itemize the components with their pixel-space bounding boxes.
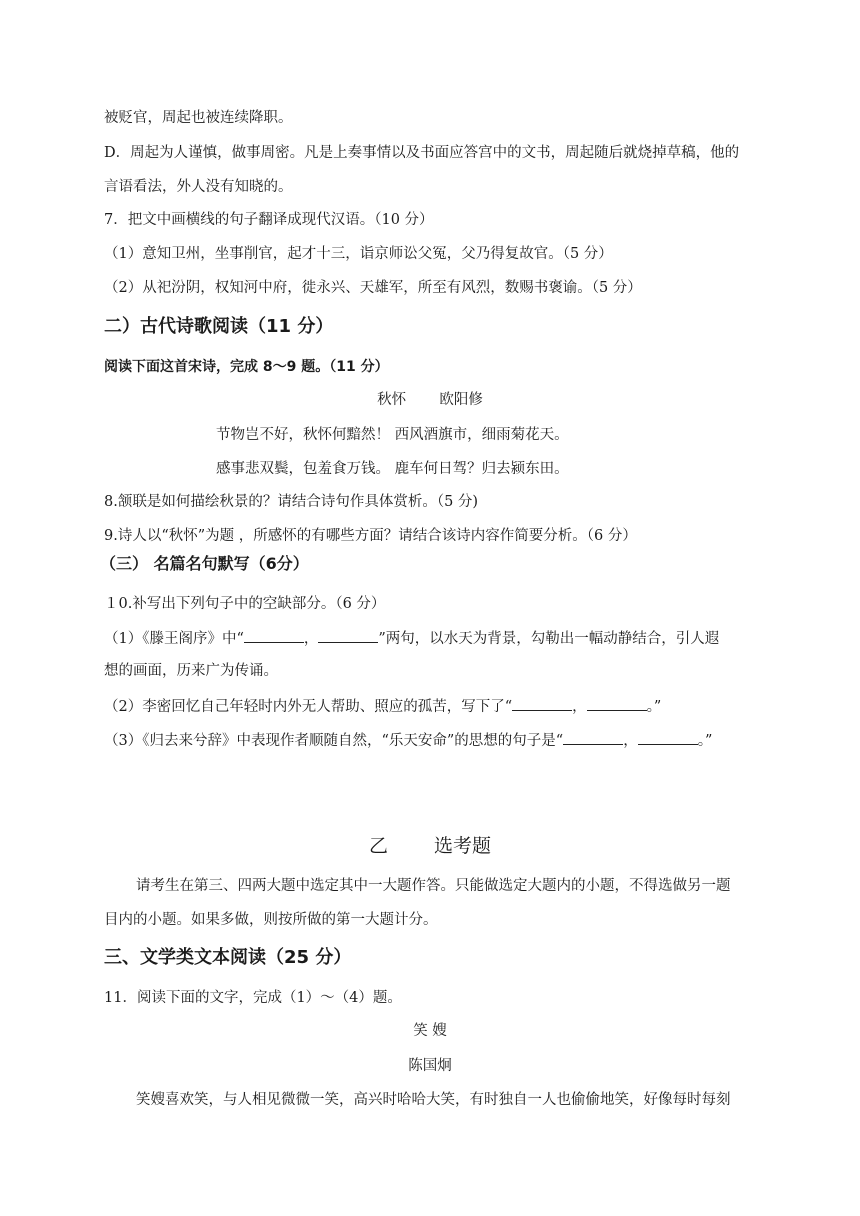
q8: 8.颔联是如何描绘秋景的？请结合诗句作具体赏析。（5 分)	[104, 494, 479, 510]
poem-line-1: 节物岂不好，秋怀何黯然！ 西风酒旗市，细雨菊花天。	[216, 427, 569, 443]
q6-option-c-tail: 被贬官，周起也被连续降职。	[104, 110, 293, 126]
separator: ，	[623, 733, 638, 749]
q6-option-d-line2: 言语看法，外人没有知晓的。	[104, 179, 293, 195]
poetry-instruction: 阅读下面这首宋诗，完成 8～9 题。（11 分）	[104, 359, 389, 375]
q7-sentence-2: （2）从祀汾阴，权知河中府，徙永兴、天雄军，所至有风烈，数赐书褒谕。（5 分）	[104, 280, 642, 296]
q6-option-d-line1: D．周起为人谨慎，做事周密。凡是上奏事情以及书面应答宫中的文书，周起随后就烧掉草稿，他的	[104, 145, 740, 161]
q10-item-1	[104, 628, 719, 649]
q10-item-1-line2: 想的画面，历来广为传诵。	[104, 663, 278, 679]
fill-blank	[563, 730, 623, 745]
q10-item-2	[104, 696, 661, 717]
q10-stem: １0.补写出下列句子中的空缺部分。（6 分）	[104, 596, 386, 612]
story-author: 陈国炯	[408, 1058, 452, 1074]
elective-note-line1: 请考生在第三、四两大题中选定其中一大题作答。只能做选定大题内的小题，不得选做另一题	[136, 878, 731, 894]
poem-line-2: 感事悲双鬓，包羞食万钱。 鹿车何日驾？归去颍东田。	[216, 461, 569, 477]
poem-author: 欧阳修	[439, 392, 483, 408]
closing-quote: 。”	[646, 699, 662, 715]
section-literature-heading: 三、文学类文本阅读（25 分）	[104, 947, 352, 968]
separator: ，	[303, 631, 319, 647]
q7-sentence-1: （1）意知卫州，坐事削官，起才十三，诣京师讼父冤，父乃得复故官。（5 分）	[104, 246, 613, 262]
q10-item-1-text-2: ”两句，以水天为背景，勾勒出一幅动静结合，引人遐	[378, 631, 720, 647]
fill-blank	[587, 696, 647, 711]
elective-label: 乙	[368, 835, 388, 857]
q10-item-2-text: （2）李密回忆自己年轻时内外无人帮助、照应的孤苦，写下了“	[104, 699, 513, 715]
story-paragraph-1: 笑嫂喜欢笑，与人相见微微一笑，高兴时哈哈大笑，有时独自一人也偷偷地笑，好像每时每刻	[136, 1092, 731, 1108]
separator: ，	[572, 699, 587, 715]
elective-heading	[0, 833, 860, 859]
story-title: 笑 嫂	[413, 1023, 447, 1039]
fill-blank	[318, 628, 378, 643]
elective-note-line2: 目内的小题。如果多做，则按所做的第一大题计分。	[104, 912, 438, 928]
closing-quote: 。”	[697, 733, 713, 749]
q10-item-3-text: （3）《归去来兮辞》中表现作者顺随自然，“乐天安命”的思想的句子是“	[104, 733, 564, 749]
fill-blank	[638, 730, 698, 745]
fill-blank	[244, 628, 304, 643]
q10-item-3	[104, 730, 712, 751]
poem-header	[0, 390, 860, 410]
fill-blank	[512, 696, 572, 711]
section-recitation-heading: （三） 名篇名句默写（6分）	[100, 554, 309, 573]
q7-stem: 7．把文中画横线的句子翻译成现代汉语。（10 分）	[104, 212, 434, 228]
q10-item-1-text: （1）《滕王阁序》中“	[104, 631, 244, 647]
poem-title: 秋怀	[377, 392, 407, 408]
q11-stem: 11．阅读下面的文字，完成（1）～（4）题。	[104, 990, 402, 1006]
elective-title: 选考题	[434, 835, 492, 857]
section-poetry-heading: 二）古代诗歌阅读（11 分）	[104, 316, 334, 337]
q9: 9.诗人以“秋怀”为题 ，所感怀的有哪些方面？请结合该诗内容作简要分析。（6 分）	[104, 528, 637, 544]
